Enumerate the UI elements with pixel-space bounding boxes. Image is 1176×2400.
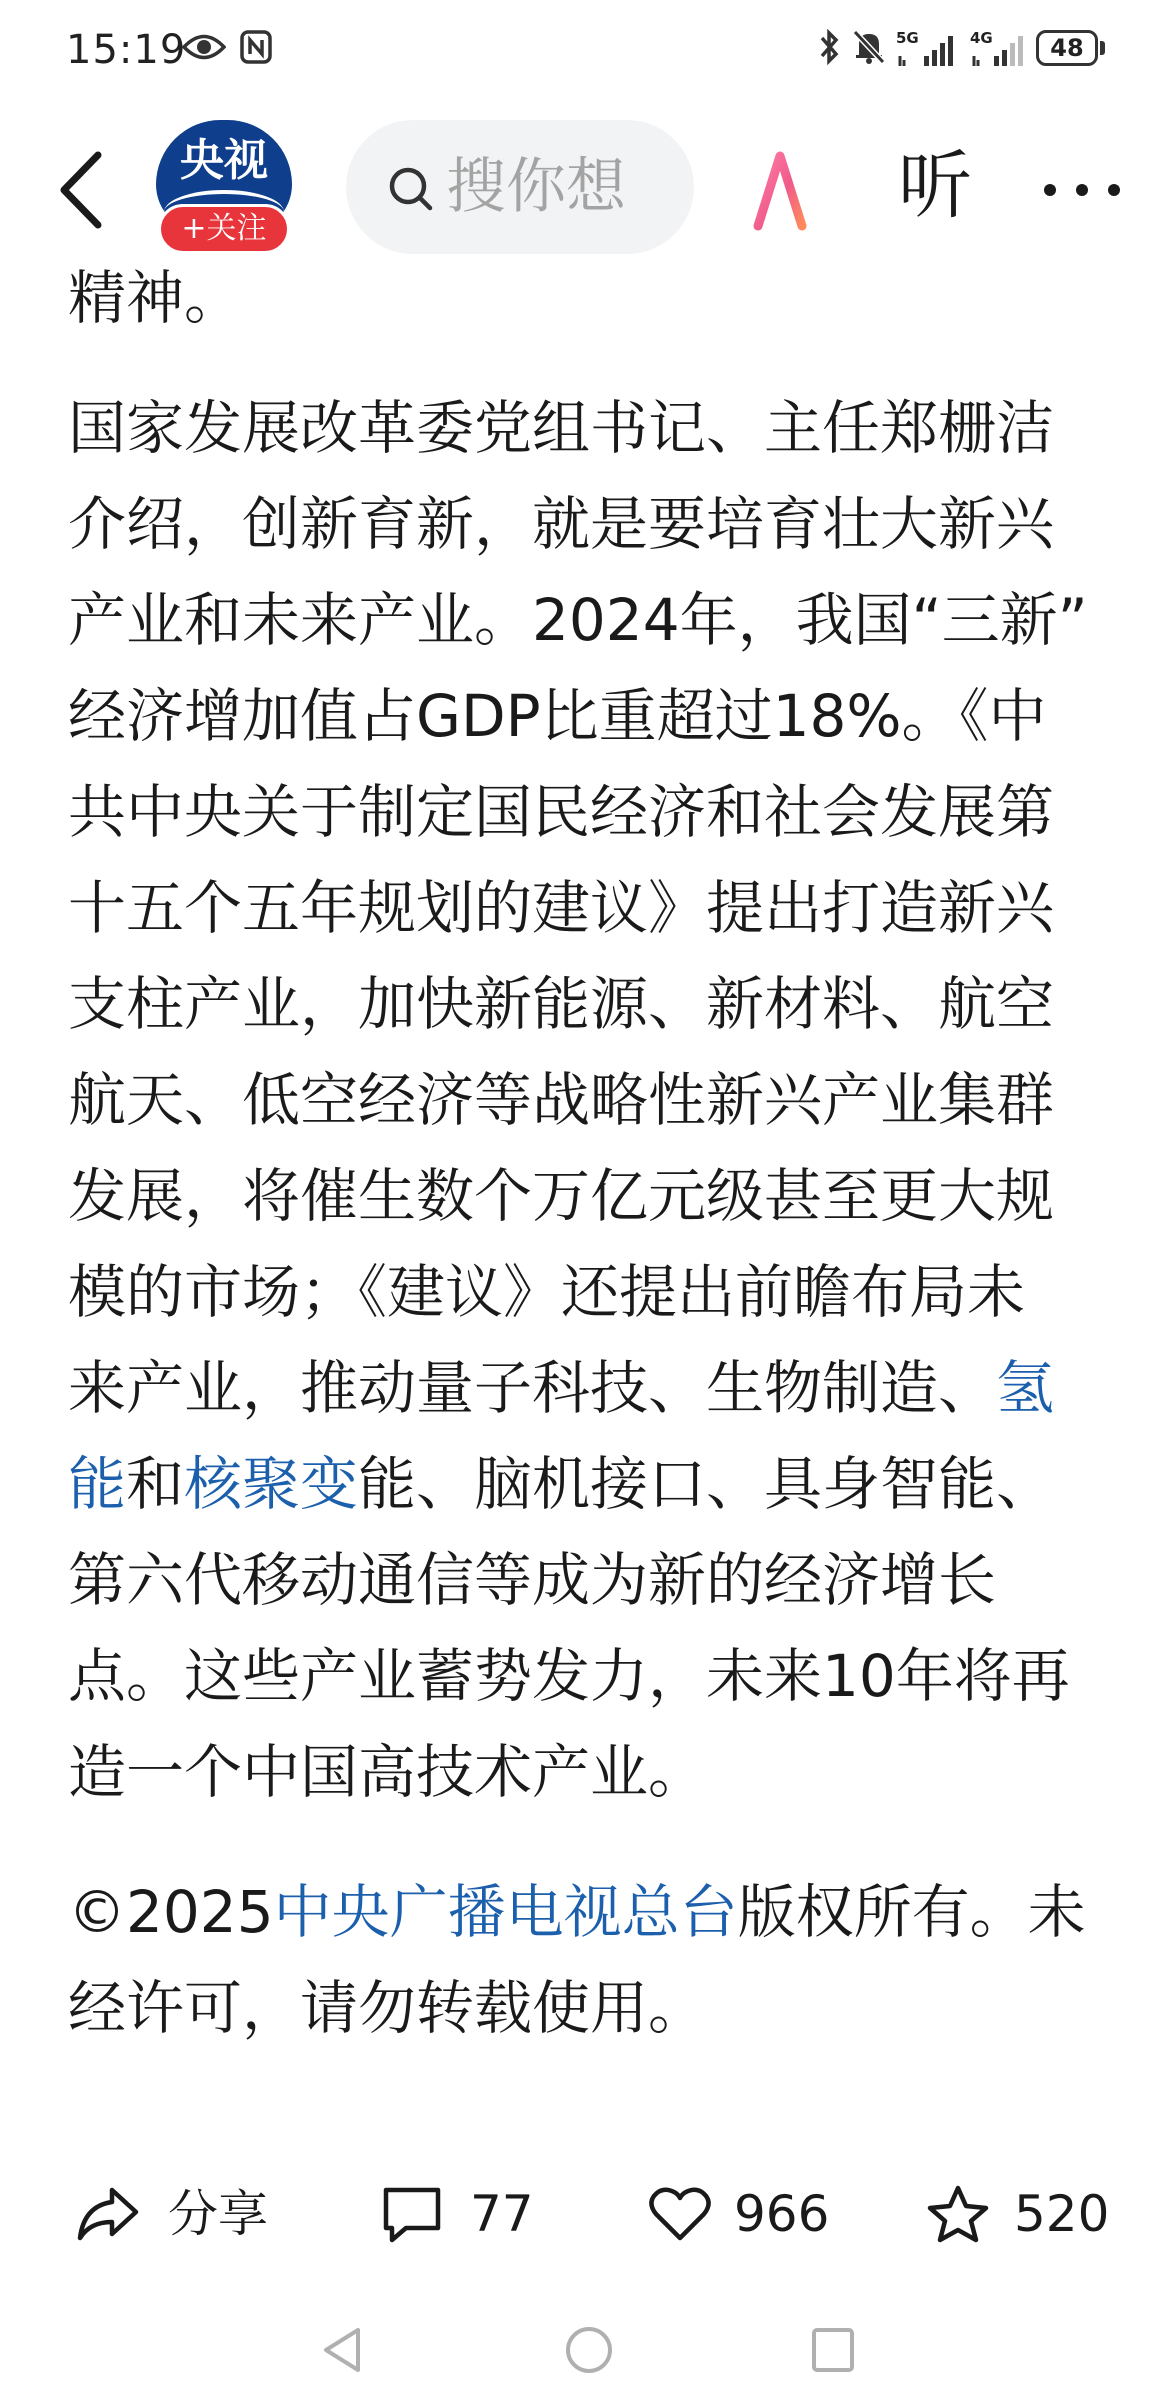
text-segment: ©2025	[68, 1878, 274, 1946]
text-line	[68, 1340, 1118, 1436]
mute-bell-icon	[852, 28, 886, 70]
text-segment: 经济增加值占GDP比重超过18%。《中	[68, 682, 1047, 750]
favorite-count: 520	[1014, 2185, 1110, 2243]
text-line	[68, 1960, 1118, 2056]
system-navigation-bar	[0, 2300, 1176, 2400]
comment-button[interactable]	[380, 2180, 560, 2250]
eye-icon	[182, 30, 226, 68]
text-segment: 介绍，创新育新，就是要培育壮大新兴	[68, 490, 1055, 558]
more-button[interactable]	[1040, 170, 1124, 210]
status-time: 15:19	[66, 27, 187, 73]
network-4g-label: 4G	[970, 29, 993, 47]
search-icon	[386, 164, 436, 218]
article-paragraph	[68, 380, 1118, 1820]
channel-logo-text: 央视	[180, 135, 268, 186]
share-label: 分享	[168, 2185, 268, 2243]
share-arrow-icon	[76, 2184, 140, 2244]
more-dots-icon	[1040, 170, 1124, 210]
square-recents-icon	[808, 2320, 858, 2380]
text-line	[68, 956, 1118, 1052]
text-segment: 点。这些产业蓄势发力，未来10年将再	[68, 1642, 1070, 1710]
search-box[interactable]	[346, 120, 694, 254]
text-segment: 模的市场；《建议》还提出前瞻布局未	[68, 1258, 1026, 1326]
chevron-left-icon	[50, 145, 120, 235]
text-segment: 精神。	[68, 264, 243, 332]
text-line	[68, 476, 1118, 572]
network-5g-label: 5G	[896, 29, 919, 47]
favorite-button[interactable]	[926, 2180, 1126, 2250]
copyright-paragraph	[68, 1864, 1118, 2056]
heart-icon	[648, 2184, 712, 2244]
text-line	[68, 380, 1118, 476]
inline-link[interactable]: 中央广播电视总台	[273, 1878, 738, 1946]
text-line	[68, 1864, 1118, 1960]
like-button[interactable]	[648, 2180, 848, 2250]
system-home-button[interactable]	[562, 2320, 616, 2384]
text-line	[68, 668, 1118, 764]
text-line	[68, 764, 1118, 860]
text-line	[68, 1628, 1118, 1724]
listen-button[interactable]: 听	[898, 143, 972, 229]
text-segment: 共中央关于制定国民经济和社会发展第	[68, 778, 1055, 846]
inline-link[interactable]: 核聚变	[184, 1450, 359, 1518]
text-line	[68, 1052, 1118, 1148]
battery-nub	[1100, 41, 1105, 55]
text-line	[68, 1724, 1118, 1820]
text-line	[68, 250, 1118, 346]
inline-link[interactable]: 氢	[996, 1354, 1055, 1422]
text-segment: 和	[126, 1450, 185, 1518]
text-line	[68, 1148, 1118, 1244]
system-recents-button[interactable]	[808, 2320, 858, 2384]
signal-icon-2	[970, 34, 1032, 72]
text-segment: 造一个中国高技术产业。	[68, 1738, 707, 1806]
comment-count: 77	[470, 2185, 534, 2243]
text-segment: 第六代移动通信等成为新的经济增长	[68, 1546, 997, 1614]
text-segment: 来产业，推动量子科技、生物制造、	[68, 1354, 997, 1422]
nfc-icon	[240, 30, 272, 68]
text-line	[68, 1436, 1118, 1532]
channel-avatar[interactable]	[156, 120, 292, 256]
text-line	[68, 860, 1118, 956]
text-segment: 产业和未来产业。2024年，我国“三新”	[68, 586, 1088, 654]
text-line	[68, 1244, 1118, 1340]
search-input[interactable]: 搜你想	[446, 150, 676, 224]
circle-home-icon	[562, 2320, 616, 2380]
system-back-button[interactable]	[318, 2320, 366, 2384]
text-segment: 发展，将催生数个万亿元级甚至更大规	[68, 1162, 1055, 1230]
text-segment: 十五个五年规划的建议》提出打造新兴	[68, 874, 1055, 942]
text-line	[68, 572, 1118, 668]
signal-icon	[896, 34, 958, 72]
star-icon	[926, 2184, 990, 2244]
text-segment: 能、脑机接口、具身智能、	[358, 1450, 1055, 1518]
text-segment: 航天、低空经济等战略性新兴产业集群	[68, 1066, 1055, 1134]
article-paragraph	[68, 250, 1118, 346]
like-count: 966	[734, 2185, 830, 2243]
ai-button[interactable]	[752, 146, 842, 236]
back-button[interactable]	[50, 145, 120, 235]
inline-link[interactable]: 能	[68, 1450, 127, 1518]
triangle-back-icon	[318, 2320, 366, 2380]
text-segment: 国家发展改革委党组书记、主任郑栅洁	[68, 394, 1055, 462]
share-button[interactable]	[76, 2180, 276, 2250]
comment-bubble-icon	[380, 2184, 444, 2244]
text-segment: 版权所有。未	[737, 1878, 1086, 1946]
bluetooth-icon	[818, 28, 842, 70]
text-segment: 支柱产业，加快新能源、新材料、航空	[68, 970, 1055, 1038]
article-body	[68, 250, 1118, 2056]
action-bar	[0, 2160, 1176, 2270]
text-segment: 经许可，请勿转载使用。	[68, 1974, 707, 2042]
ai-icon	[752, 146, 842, 236]
battery-icon: 48	[1036, 30, 1098, 66]
follow-button[interactable]: +关注	[158, 204, 290, 254]
status-bar	[0, 0, 1176, 100]
text-line	[68, 1532, 1118, 1628]
